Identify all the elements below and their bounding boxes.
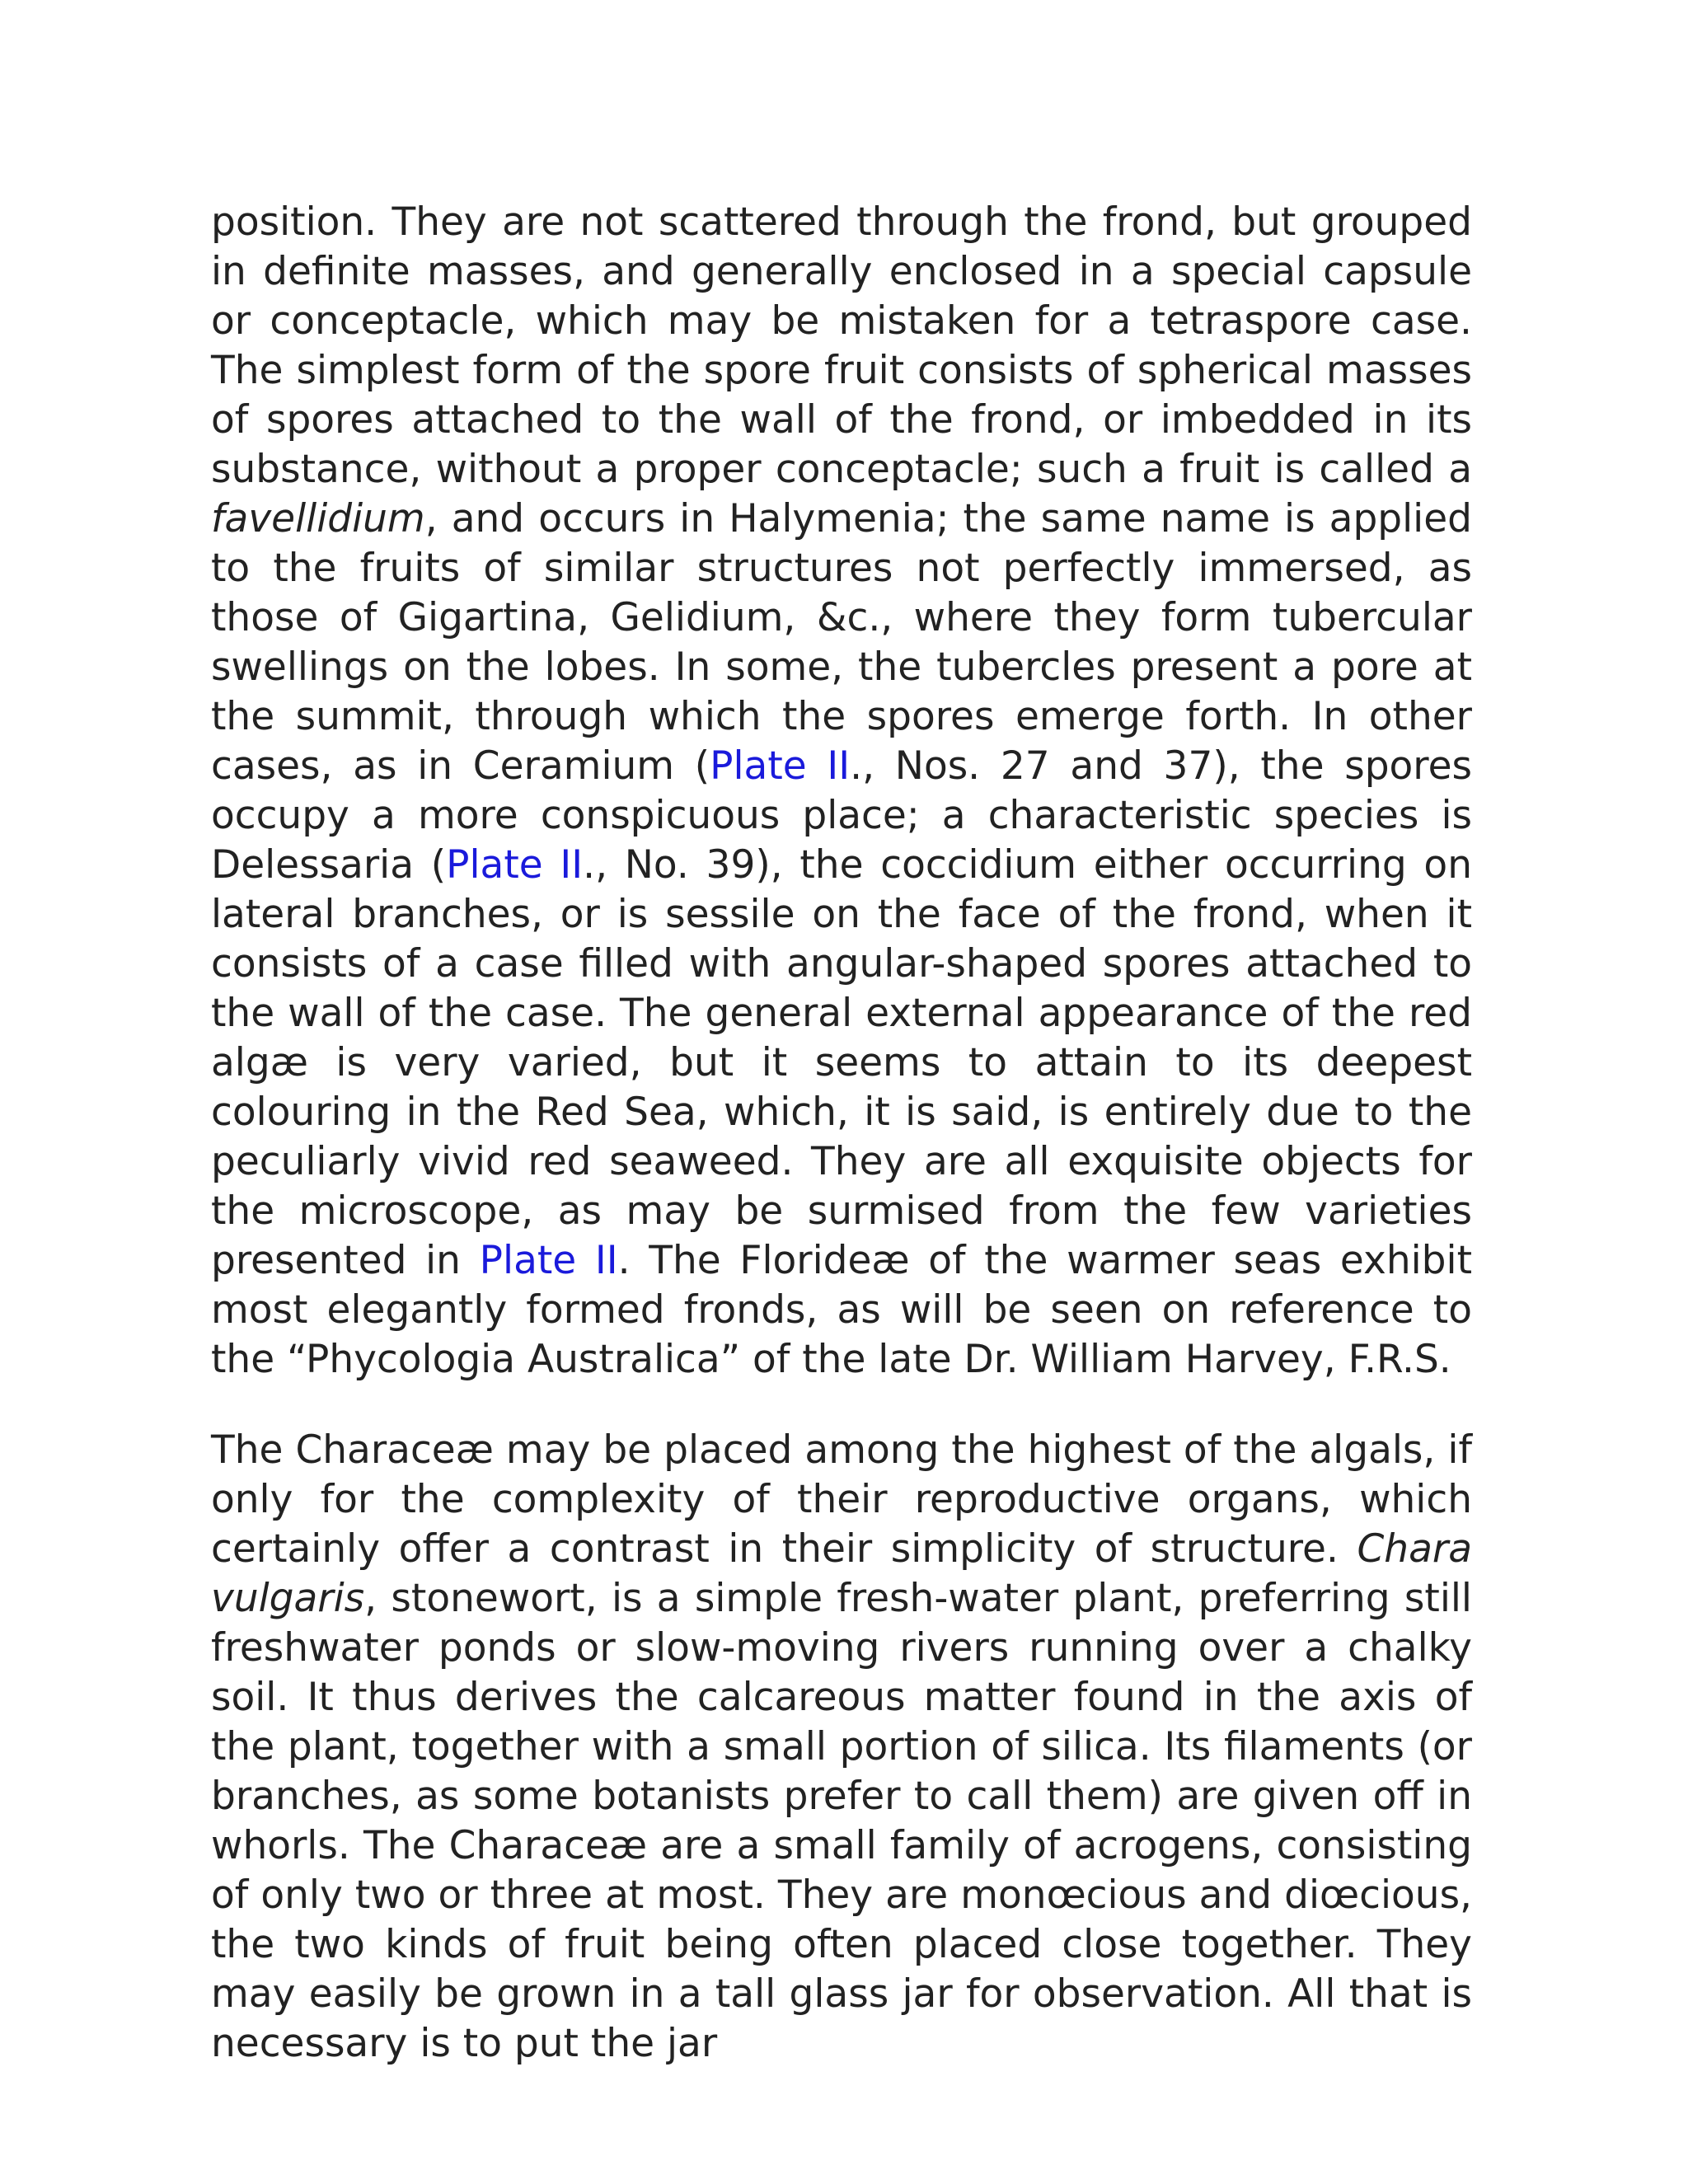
plate-ii-link[interactable]: Plate II bbox=[479, 1238, 618, 1283]
text-run: position. They are not scattered through the frond, but grouped in definite masses, and generally enclosed in a special capsule or conceptacle, which may be mistaken for a tetraspore case. The simplest form of the spore fruit consists of spherical masses of spores attached to the wall of the frond, or imbedded in its substance, without a proper conceptacle; such a fruit is called a bbox=[211, 199, 1472, 492]
paragraph-florideae bbox=[211, 198, 1472, 1385]
text-run: , stonewort, is a simple fresh-water plant, preferring still freshwater ponds or slow-moving rivers running over a chalky soil. It thus derives the calcareous matter found in the axis of the plant, together with a small portion of silica. Its filaments (or branches, as some botanists prefer to call them) are given off in whorls. The Characeæ are a small family of acrogens, consisting of only two or three at most. They are monœcious and diœcious, the two kinds of fruit being often placed close together. They may easily be grown in a tall glass jar for observation. All that is necessary is to put the jar bbox=[211, 1576, 1472, 2066]
text-run: , and occurs in Halymenia; the same name is applied to the fruits of similar structures not perfectly immersed, as those of Gigartina, Gelidium, &c., where they form tubercular swellings on the lobes. In some, the tubercles present a pore at the summit, through which the spores emerge forth. In other cases, as in Ceramium ( bbox=[211, 496, 1472, 789]
plate-ii-link[interactable]: Plate II bbox=[710, 743, 851, 789]
plate-ii-link[interactable]: Plate II bbox=[446, 842, 584, 888]
page-body bbox=[211, 198, 1472, 2069]
paragraph-characeae bbox=[211, 1426, 1472, 2069]
text-run: ., Nos. 27 and 37), the spores occupy a more conspicuous place; a characteristic species is Delessaria ( bbox=[211, 743, 1473, 888]
text-run: The Characeæ may be placed among the highest of the algals, if only for the complexity of their reproductive organs, which certainly offer a contrast in their simplicity of structure. bbox=[211, 1427, 1472, 1572]
italic-term-favellidium: favellidium bbox=[211, 496, 425, 541]
text-run: . The Florideæ of the warmer seas exhibit most elegantly formed fronds, as will be seen on reference to the “Phycologia Australica” of the late Dr. William Harvey, F.R.S. bbox=[211, 1238, 1473, 1382]
italic-term-chara-vulgaris: Chara vulgaris bbox=[211, 1526, 1472, 1621]
text-run: ., No. 39), the coccidium either occurring on lateral branches, or is sessile on the face of the frond, when it consists of a case filled with angular-shaped spores attached to the wall of the case. The general external appearance of the red algæ is very varied, but it seems to attain to its deepest colouring in the Red Sea, which, it is said, is entirely due to the peculiarly vivid red seaweed. They are all exquisite objects for the microscope, as may be surmised from the few varieties presented in bbox=[211, 842, 1472, 1283]
